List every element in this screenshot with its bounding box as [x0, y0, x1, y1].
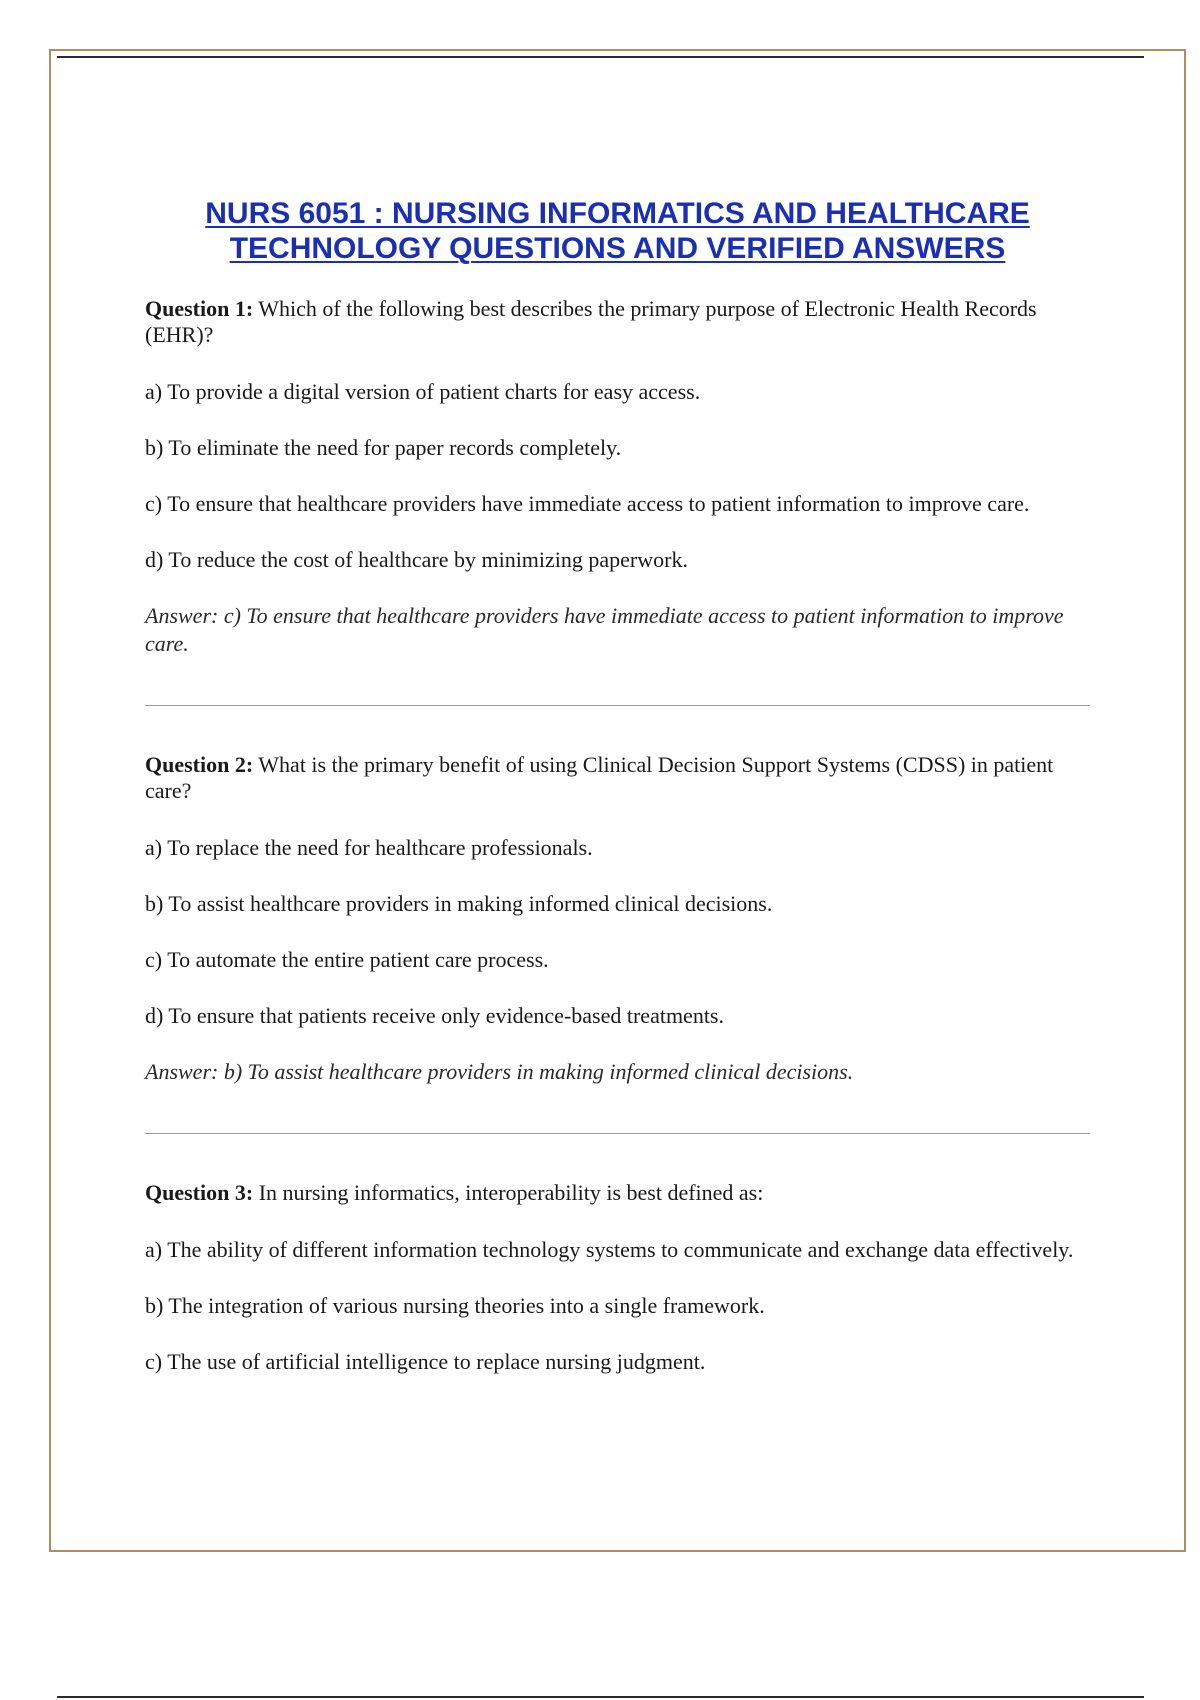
- question-3-label: Question 3:: [145, 1180, 254, 1205]
- question-1-option-b: b) To eliminate the need for paper records completely.: [145, 435, 622, 460]
- question-3-option-c: c) The use of artificial intelligence to replace nursing judgment.: [145, 1349, 706, 1374]
- question-1-option-a: a) To provide a digital version of patient charts for easy access.: [145, 379, 701, 404]
- question-2: [145, 752, 1090, 804]
- question-3-option-b: b) The integration of various nursing theories into a single framework.: [145, 1293, 765, 1318]
- question-1-text: Which of the following best describes the primary purpose of Electronic Health Records (EHR)?: [145, 296, 1037, 347]
- document-content: [145, 196, 1090, 1404]
- question-2-label: Question 2:: [145, 752, 254, 777]
- question-3-text: In nursing informatics, interoperability is best defined as:: [253, 1180, 764, 1205]
- document-title: NURS 6051 : NURSING INFORMATICS AND HEALTHCARE TECHNOLOGY QUESTIONS AND VERIFIED ANSWERS: [205, 197, 1030, 265]
- question-2-answer: Answer: b) To assist healthcare providers in making informed clinical decisions.: [145, 1059, 854, 1084]
- question-1-option-d: d) To reduce the cost of healthcare by minimizing paperwork.: [145, 547, 688, 572]
- question-2-option-b: b) To assist healthcare providers in making informed clinical decisions.: [145, 891, 773, 916]
- top-rule: [57, 56, 1144, 58]
- question-2-option-d: d) To ensure that patients receive only evidence-based treatments.: [145, 1003, 724, 1028]
- section-divider: [145, 705, 1090, 706]
- question-3-option-a: a) The ability of different information technology systems to communicate and exchange data effectively.: [145, 1237, 1074, 1262]
- question-1-option-c: c) To ensure that healthcare providers have immediate access to patient information to improve care.: [145, 491, 1030, 516]
- question-1: [145, 296, 1090, 348]
- question-2-option-a: a) To replace the need for healthcare professionals.: [145, 835, 593, 860]
- question-3: [145, 1180, 1090, 1206]
- question-1-answer: Answer: c) To ensure that healthcare providers have immediate access to patient information to improve care.: [145, 603, 1064, 656]
- question-1-label: Question 1:: [145, 296, 254, 321]
- question-2-option-c: c) To automate the entire patient care process.: [145, 947, 549, 972]
- section-divider: [145, 1133, 1090, 1134]
- bottom-rule: [57, 1696, 1144, 1698]
- question-2-text: What is the primary benefit of using Clinical Decision Support Systems (CDSS) in patient care?: [145, 752, 1054, 803]
